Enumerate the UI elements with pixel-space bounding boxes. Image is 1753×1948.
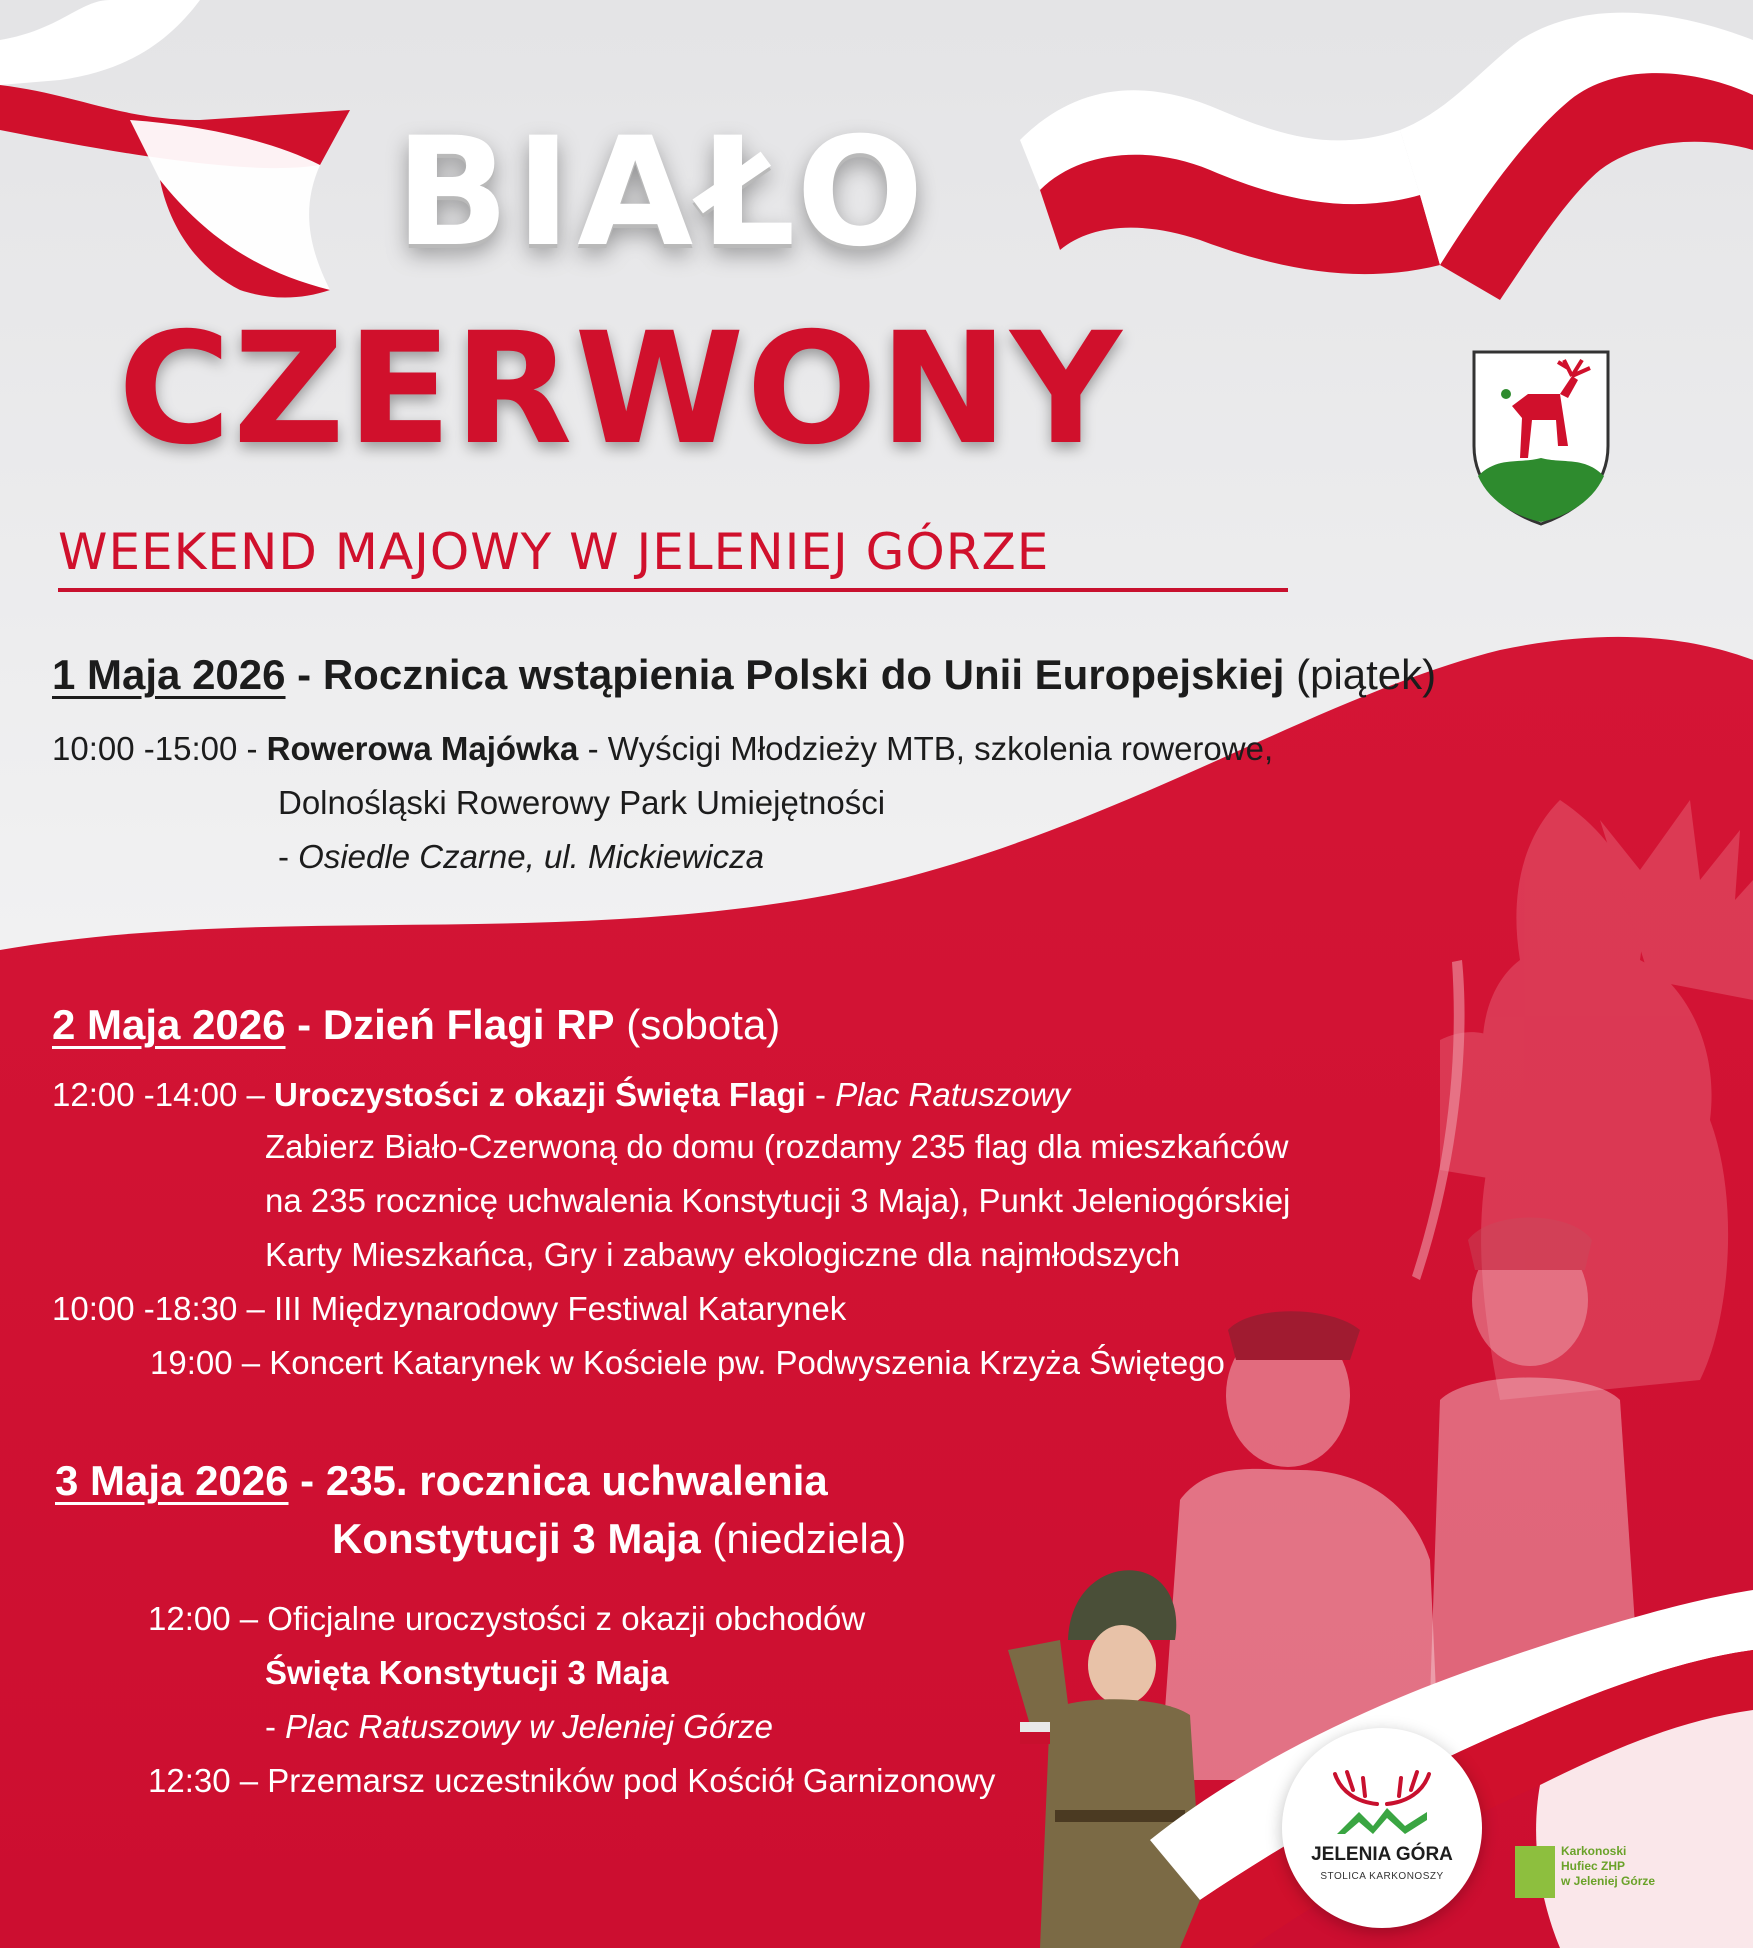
subtitle: WEEKEND MAJOWY W JELENIEJ GÓRZE — [58, 522, 1288, 592]
event-description: Zabierz Biało-Czerwoną do domu (rozdamy 235 flag dla mieszkańców — [265, 1128, 1289, 1165]
event-description: III Międzynarodowy Festiwal Katarynek — [274, 1290, 847, 1327]
jelenia-gora-logo — [1282, 1728, 1482, 1928]
day-3-event-line-2: Konstytucji 3 Maja — [332, 1515, 701, 1562]
event-time: 19:00 – — [150, 1344, 270, 1381]
deer-antlers-logo-icon — [1327, 1768, 1437, 1838]
event-description: Koncert Katarynek w Kościele pw. Podwyszenia Krzyża Świętego — [269, 1344, 1225, 1381]
day-1-item-place — [278, 836, 764, 878]
city-tagline: STOLICA KARKONOSZY — [1320, 1871, 1444, 1882]
day-2-weekday: (sobota) — [614, 1001, 781, 1048]
event-place: Osiedle Czarne, ul. Mickiewicza — [298, 838, 764, 875]
day-3-event-line-1: 235. rocznica uchwalenia — [325, 1457, 828, 1504]
title-line-2: CZERWONY — [118, 300, 1124, 479]
zhp-text — [1561, 1844, 1681, 1889]
event-place: Plac Ratuszowy w Jeleniej Górze — [285, 1708, 774, 1745]
city-name: JELENIA GÓRA — [1311, 1844, 1453, 1865]
event-description: na 235 rocznicę uchwalenia Konstytucji 3 Maja), Punkt Jeleniogórskiej — [265, 1182, 1291, 1219]
zhp-line: Hufiec ZHP — [1561, 1859, 1626, 1873]
event-time: 12:00 – — [148, 1600, 268, 1637]
zhp-line: Karkonoski — [1561, 1844, 1627, 1858]
day-1-weekday: (piątek) — [1284, 651, 1437, 698]
day-1-item — [52, 728, 1273, 770]
coat-of-arms-deer-icon — [1468, 346, 1614, 528]
day-2-item — [52, 1074, 1070, 1116]
day-3-weekday: (niedziela) — [700, 1515, 907, 1562]
event-time: 12:30 – — [148, 1762, 268, 1799]
event-time: 12:00 -14:00 – — [52, 1076, 275, 1113]
event-name: Święta Konstytucji 3 Maja — [265, 1654, 669, 1691]
event-time: 10:00 -18:30 – — [52, 1290, 275, 1327]
day-3-item — [148, 1598, 865, 1640]
day-2-item-cont — [265, 1234, 1180, 1276]
title-line-1: BIAŁO — [395, 106, 930, 280]
day-3-item-cont — [265, 1652, 668, 1694]
day-1-separator: - — [285, 651, 323, 698]
event-separator: - — [805, 1076, 836, 1113]
event-name: Uroczystości z okazji Święta Flagi — [274, 1076, 806, 1113]
day-2-item-cont — [265, 1126, 1288, 1168]
event-description: Oficjalne uroczystości z okazji obchodów — [267, 1600, 866, 1637]
event-description: - Wyścigi Młodzieży MTB, szkolenia rowerowe, — [578, 730, 1274, 767]
zhp-scout-icon — [1515, 1846, 1555, 1898]
event-place: Plac Ratuszowy — [835, 1076, 1070, 1113]
zhp-logo — [1515, 1840, 1675, 1910]
day-2-event: Dzień Flagi RP — [322, 1001, 615, 1048]
day-2-heading — [52, 1000, 780, 1050]
event-description: Karty Mieszkańca, Gry i zabawy ekologiczne dla najmłodszych — [265, 1236, 1181, 1273]
day-2-date: 2 Maja 2026 — [52, 1001, 286, 1048]
day-2-item — [52, 1288, 846, 1330]
place-prefix: - — [265, 1708, 286, 1745]
day-2-separator: - — [285, 1001, 323, 1048]
day-1-item-cont — [278, 782, 885, 824]
day-2-item-cont — [265, 1180, 1290, 1222]
day-3-date: 3 Maja 2026 — [55, 1457, 289, 1504]
event-name: Rowerowa Majówka — [266, 730, 579, 767]
day-3-item — [148, 1760, 995, 1802]
day-3-separator: - — [288, 1457, 326, 1504]
event-time: 10:00 -15:00 - — [52, 730, 267, 767]
day-3-heading-cont — [332, 1514, 906, 1564]
day-1-event: Rocznica wstąpienia Polski do Unii Europejskiej — [322, 651, 1285, 698]
day-1-date: 1 Maja 2026 — [52, 651, 286, 698]
day-3-heading — [55, 1456, 828, 1506]
zhp-line: w Jeleniej Górze — [1561, 1874, 1656, 1888]
event-description: Przemarsz uczestników pod Kościół Garnizonowy — [267, 1762, 996, 1799]
day-1-heading — [52, 650, 1436, 700]
day-3-item-place — [265, 1706, 773, 1748]
day-2-item — [150, 1342, 1225, 1384]
place-prefix: - — [278, 838, 299, 875]
event-description: Dolnośląski Rowerowy Park Umiejętności — [278, 784, 886, 821]
